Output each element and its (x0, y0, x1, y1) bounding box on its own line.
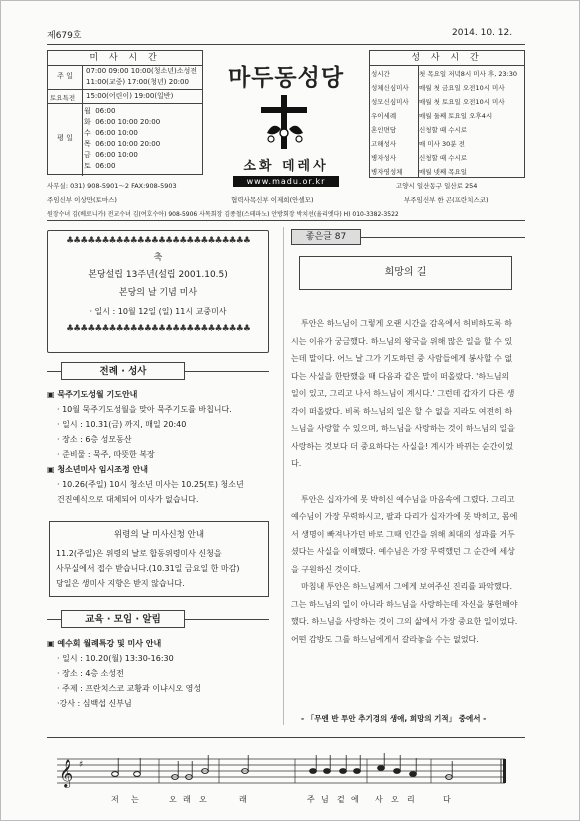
sacrament-row: 우이세례 매월 둘째 토요일 오후4시 (371, 112, 493, 120)
article-paragraph-3: 마침내 투안은 하느님께서 그에게 보여주신 진리를 파악했다. 그는 하느님의 일이 아니라 하느님을 사랑하는데 자신을 봉헌해야 했다. 하느님을 사랑하는 것이 그의 삶에서 가장 중요한 일이었다. 어떤 감방도 그를 하느님에게서 갈라놓을 수는 없었다. (291, 582, 518, 644)
liturgy-list (47, 387, 277, 507)
music-note-icon (112, 772, 119, 777)
anniv-date: · 일시 : 10월 12일 (일) 11시 교중미사 (89, 307, 227, 316)
weekday-row: 수 06:00 10:00 (84, 129, 138, 137)
music-note-icon (394, 769, 401, 774)
liturgy-title-box (61, 362, 185, 380)
article-title-box (299, 256, 512, 290)
list-item: · 일시 : 10.20(월) 13:30-16:30 (57, 654, 174, 663)
top-rule (47, 44, 525, 45)
masthead-rule (47, 220, 525, 221)
bottom-rule (47, 737, 525, 738)
sacrament-rows (371, 67, 517, 179)
sunday-label: 주 일 (57, 72, 73, 80)
sacrament-row: 성시간 첫 목요일 저녁8시 미사 후, 23:30 (371, 70, 518, 78)
rule (47, 371, 61, 372)
divider (48, 103, 202, 104)
column-divider (283, 227, 284, 725)
anniversary-box (47, 230, 269, 353)
anniv-founding: 본당설립 13주년(설립 2001.10.5) (88, 270, 228, 280)
church-logo-icon (253, 93, 317, 153)
patron-name: 소화 데레사 (243, 159, 329, 174)
list-item: ▣ 청소년미사 임시조정 안내 (47, 465, 148, 474)
list-item: · 일시 : 10.31(금) 까지, 매일 20:40 (57, 420, 187, 429)
weekday-row: 월 06:00 (84, 107, 116, 115)
lyric-syllable: 오 (169, 795, 177, 804)
lyric-syllable: 에 (351, 795, 359, 804)
lyric-syllable: 는 (131, 795, 139, 804)
lyric-syllable: 님 (321, 795, 329, 804)
clover-border-top: ♣♣♣♣♣♣♣♣♣♣♣♣♣♣♣♣♣♣♣♣♣♣♣♣♣♣ (66, 236, 250, 246)
notice-line-1: 11.2(주일)은 위령의 날로 합동위령미사 신청을 (56, 549, 222, 558)
rule (185, 371, 269, 372)
sacrament-times-title: 성 사 시 간 (370, 51, 524, 66)
notice-line-3: 당일은 생미사 지향은 받지 않습니다. (56, 579, 185, 588)
list-item: · 장소 : 4층 소성전 (57, 669, 124, 678)
weekday-row: 목 06:00 10:00 20:00 (84, 140, 161, 148)
church-address: 고양시 일산동구 일산로 254 (396, 182, 478, 190)
article-title: 희망의 길 (384, 267, 427, 278)
pastor: 주임신부 이상만(토마스) (47, 196, 117, 204)
list-item: 건진예식으로 대체되어 미사가 없습니다. (57, 495, 199, 504)
weekday-row: 화 06:00 10:00 20:00 (84, 118, 161, 126)
rule (185, 619, 269, 620)
music-note-icon (378, 766, 385, 771)
sacrament-row: 성모신심미사 매월 첫 토요일 오전10시 미사 (371, 98, 505, 106)
office-contact: 사무실: 031) 908-5901～2 FAX:908-5903 (47, 182, 177, 190)
anniv-mass-title: 본당의 날 기념 미사 (118, 288, 198, 298)
sunday-line-1: 07:00 09:00 10:00(청소년)소성전 (86, 67, 198, 75)
assistant-priest: 협력사목신부 이제희(안셀모) (231, 196, 314, 204)
associate-priest: 부주임신부 한 곤(프란치스코) (404, 196, 489, 204)
good-words-label: 좋은글 87 (291, 229, 361, 245)
lyric-syllable: 겉 (337, 795, 345, 804)
article-paragraph-1: 투안은 하느님이 그렇게 오랜 시간을 감옥에서 허비하도록 하시는 이유가 궁금했다. 하느님의 왕국을 위해 많은 일을 할 수 있는데 말이다. 어느 날 그가 기도하던 중 사람들에게 봉사할 수 없다는 사실을 한탄했을 때 다음과 같은 말이 떠올랐다. '하느님의 일이 있고, 그리고 나서 하느님이 계시다.' 그런데 갑자기 다른 생각이 떠올랐다. 비록 하느님의 일은 할 수 없을 지라도 여전히 하느님을 사랑할 수 있으며, 하느님을 사랑하는 것이 하느님의 일을 사랑하는 것보다 더 중요하다는 사실을! 계시가 바뀌는 순간이었다. (291, 319, 515, 468)
divider (48, 89, 202, 90)
sacrament-row: 성체신심미사 매월 첫 금요일 오전10시 미사 (371, 84, 505, 92)
music-note-icon (324, 769, 331, 774)
list-item: ▣ 예수회 월례특강 및 미사 안내 (47, 639, 162, 648)
liturgy-title: 전례 · 성사 (99, 366, 147, 377)
svg-text:♯: ♯ (79, 760, 84, 770)
sunday-line-2: 11:00(교중) 17:00(청년) 20:00 (86, 78, 189, 86)
weekday-times (84, 106, 160, 172)
lyric-syllable: 래 (239, 795, 247, 804)
article-source: - 「무엔 반 투안 추기경의 생애, 희망의 기적」 중에서 - (301, 714, 487, 723)
list-item: · 장소 : 6층 성모동산 (57, 435, 132, 444)
music-note-icon (354, 769, 361, 774)
lyric-syllable: 래 (183, 795, 191, 804)
article-body (291, 315, 519, 648)
education-title: 교육 · 모임 · 알림 (85, 614, 161, 625)
anniv-congrats: 축 (153, 253, 163, 263)
list-item: · 주제 : 프란치스코 교황과 이냐시오 영성 (57, 684, 202, 693)
notice-line-2: 사무실에서 접수 받습니다.(10.31일 금요일 한 마감) (56, 564, 240, 573)
issue-number: 제679호 (47, 31, 82, 41)
lyric-syllable: 리 (407, 795, 415, 804)
mass-times-title: 미 사 시 간 (48, 51, 202, 66)
clover-border-bottom: ♣♣♣♣♣♣♣♣♣♣♣♣♣♣♣♣♣♣♣♣♣♣♣♣♣♣ (66, 324, 250, 334)
list-item: · 준비물 : 묵주, 따뜻한 복장 (57, 450, 155, 459)
music-note-icon (340, 769, 347, 774)
list-item: ·강사 : 심백섭 신부님 (57, 699, 132, 708)
weekday-row: 토 06:00 (84, 162, 116, 170)
list-item: ▣ 묵주기도성월 기도안내 (47, 390, 138, 399)
treble-clef-icon: 𝄞 (59, 759, 74, 787)
website-url[interactable]: www.madu.or.kr (233, 176, 339, 187)
music-staff (57, 753, 515, 793)
church-name: 마두동성당 (227, 65, 345, 91)
sacrament-row: 고해성사 매 미사 30분 전 (371, 140, 465, 148)
list-item: · 10.26(주일) 10시 청소년 미사는 10.25(토) 청소년 (57, 480, 244, 489)
sacrament-times-box (369, 50, 525, 178)
mass-times-box (47, 50, 203, 175)
lyric-syllable: 오 (199, 795, 207, 804)
lyric-syllable: 다 (443, 795, 451, 804)
notice-title: 위령의 날 미사신청 안내 (113, 530, 205, 540)
music-note-icon (410, 772, 417, 777)
music-note-icon (134, 772, 141, 777)
weekday-label: 평 일 (57, 134, 73, 142)
lyric-syllable: 사 (375, 795, 383, 804)
education-title-box (61, 610, 185, 628)
lyric-syllable: 오 (391, 795, 399, 804)
saturday-line: 15:00(어린이) 19:00(일반) (86, 92, 174, 100)
article-paragraph-2: 투안은 십자가에 못 박히신 예수님을 마음속에 그렸다. 그리고 예수님이 가장 무력하시고, 팔과 다리가 십자가에 못 박히고, 몸에서 생명이 빠져나가던 바로 그때 인간을 위해 최대의 성과를 거두셨다는 사실을 이해했다. 예수님은 가장 무력했던 그 순간에 세상을 구원하신 것이다. (291, 494, 518, 574)
lyric-syllable: 저 (111, 795, 119, 804)
saturday-label: 토요특전 (50, 94, 76, 102)
lyric-syllable: 주 (307, 795, 315, 804)
rule (47, 619, 61, 620)
music-note-icon (310, 769, 317, 774)
all-souls-notice-box (49, 521, 269, 597)
rule (361, 237, 525, 238)
sacrament-row: 병자영성체 매월 넷째 목요일 (371, 168, 468, 176)
sacrament-row: 병자성사 신청할 때 수시로 (371, 154, 468, 162)
weekday-row: 금 06:00 10:00 (84, 151, 138, 159)
issue-date: 2014. 10. 12. (452, 28, 513, 38)
list-item: · 10월 묵주기도성월을 맞아 묵주기도를 바칩니다. (57, 405, 232, 414)
education-list (47, 636, 277, 711)
lyrics-row (57, 794, 515, 806)
staff-line: 원장수녀 김(베로니카) 전교수녀 김(여호수아) 908-5906 사목회장 김종철(스테파노) 안방회장 박치선(율리엣다) H) 010-3382-3522 (47, 211, 399, 218)
sacrament-row: 혼인면담 신청할 때 수시로 (371, 126, 468, 134)
